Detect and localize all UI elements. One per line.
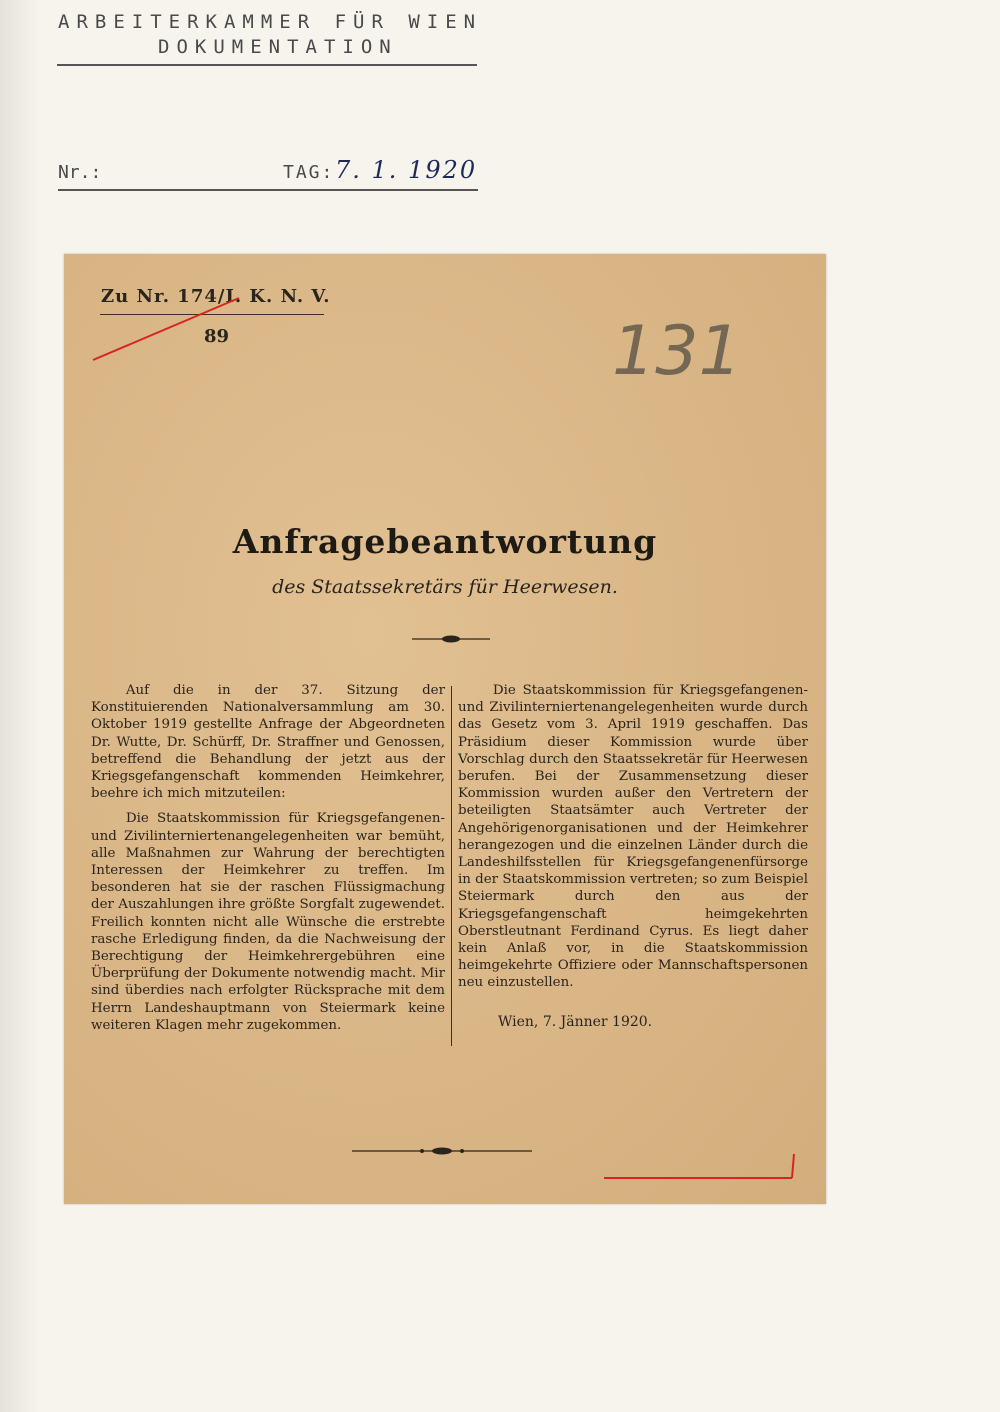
document-subtitle: des Staatssekretärs für Heerwesen. <box>272 576 618 598</box>
ornament-divider-top <box>412 634 490 644</box>
ornament-divider-bottom <box>352 1146 532 1156</box>
left-column <box>91 682 445 1034</box>
archive-header-line1: ARBEITERKAMMER FÜR WIEN <box>58 11 483 33</box>
right-paragraph: Die Staatskommission für Kriegsgefangenen- und Zivilinterniertenangelegenheiten wurde durch das Gesetz vom 3. April 1919 geschaffen. Das Präsidium dieser Kommission wurde über Vorschlag durch den Staatssekretär für Heerwesen berufen. Bei der Zusammensetzung dieser Kommission wurden außer den Vertretern der beteiligten Staatsämter auch Vertreter der Angehörigenorganisationen und der Heimkehrer herangezogen und die einzelnen Länder durch die Landeshilfsstellen für Kriegsgefangenenfürsorge in der Staatskommission vertreten; so zum Beispiel Steiermark durch den aus der Kriegsgefangenschaft heimgekehrten Oberstleutnant Ferdinand Cyrus. Es liegt daher kein Anlaß vor, in die Staatskommission heimgekehrte Offiziere oder Mannschaftspersonen neu einzustellen. <box>458 683 809 991</box>
pencil-page-number: 131 <box>612 312 742 391</box>
reference-number: Zu Nr. 174/I. K. N. V. <box>101 286 331 307</box>
reference-sub-number: 89 <box>204 326 230 347</box>
header-rule <box>57 64 477 66</box>
red-pencil-slash <box>89 294 249 364</box>
document-title: Anfragebeantwortung <box>232 522 658 561</box>
signoff-date: Wien, 7. Jänner 1920. <box>498 1014 653 1030</box>
tag-label: TAG: <box>283 162 335 183</box>
archive-header <box>58 10 482 60</box>
left-paragraph: Auf die in der 37. Sitzung der Konstituierenden Nationalversammlung am 30. Oktober 1919 gestellte Anfrage der Abgeordneten Dr. Wutte, Dr. Schürff, Dr. Straffner und Genossen, betreffend die Behandlung der jetzt aus der Kriegsgefangenschaft kommenden Heimkehrer, beehre ich mich mitzuteilen: <box>91 683 445 802</box>
left-paragraph: Die Staatskommission für Kriegsgefangenen- und Zivilinterniertenangelegenheiten war bemüht, alle Maßnahmen zur Wahrung der berechtigten Interessen der Heimkehrer zu treffen. Im besonderen hat sie der raschen Flüssigmachung der Auszahlungen ihre größte Sorgfalt zugewendet. Freilich konnten nicht alle Wünsche die erstrebte rasche Erledigung finden, da die Nachweisung der Berechtigung der Heimkehrergebühren eine Überprüfung der Dokumente notwendig macht. Mir sind überdies nach erfolgter Rücksprache mit dem Herrn Landeshauptmann von Steiermark keine weiteren Klagen mehr zugekommen. <box>91 811 445 1033</box>
red-pencil-corner-mark <box>604 1152 804 1182</box>
newspaper-clipping <box>64 254 826 1204</box>
nr-label: Nr.: <box>58 162 102 183</box>
right-column <box>458 682 808 992</box>
archive-header-line2: DOKUMENTATION <box>158 36 398 58</box>
page-edge-shadow <box>0 0 40 1412</box>
record-rule <box>58 189 478 191</box>
tag-date-handwritten: 7. 1. 1920 <box>335 156 478 184</box>
column-divider <box>451 686 452 1046</box>
